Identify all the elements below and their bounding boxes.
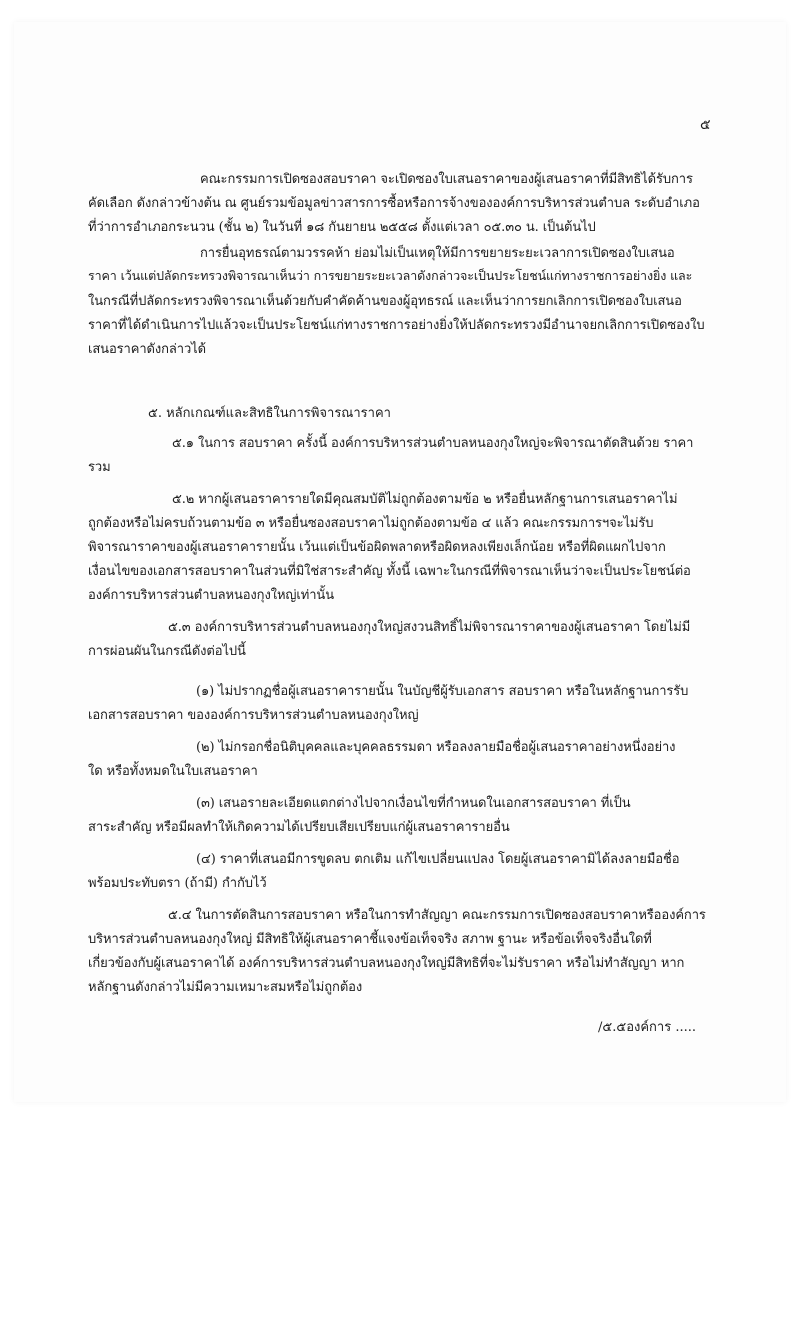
text-line: เอกสารสอบราคา ขององค์การบริหารส่วนตำบลหนองกุงใหญ่ xyxy=(88,708,419,723)
text-line: ราคา เว้นแต่ปลัดกระทรวงพิจารณาเห็นว่า การขยายระยะเวลาดังกล่าวจะเป็นประโยชน์แก่ทางราชการอย่างยิ่ง และ xyxy=(88,268,693,283)
text-line: ในกรณีที่ปลัดกระทรวงพิจารณาเห็นด้วยกับคำคัดค้านของผู้อุทธรณ์ และเห็นว่าการยกเลิกการเปิดซองใบเสนอ xyxy=(88,294,682,309)
text-line: ใด หรือทั้งหมดในใบเสนอราคา xyxy=(88,764,258,779)
text-line: ๕.๓ องค์การบริหารส่วนตำบลหนองกุงใหญ่สงวนสิทธิ์ไม่พิจารณาราคาของผู้เสนอราคา โดยไม่มี xyxy=(168,620,691,635)
text-line: ๕.๑ ในการ สอบราคา ครั้งนี้ องค์การบริหารส่วนตำบลหนองกุงใหญ่จะพิจารณาตัดสินด้วย ราคา xyxy=(172,436,694,451)
text-line: (๓) เสนอรายละเอียดแตกต่างไปจากเงื่อนไขที่กำหนดในเอกสารสอบราคา ที่เป็น xyxy=(196,796,631,811)
text-line: (๑) ไม่ปรากฏชื่อผู้เสนอราคารายนั้น ในบัญชีผู้รับเอกสาร สอบราคา หรือในหลักฐานการรับ xyxy=(196,684,689,699)
continuation-reference: /๕.๕องค์การ ..... xyxy=(598,1020,696,1035)
text-line: ๕.๔ ในการตัดสินการสอบราคา หรือในการทำสัญญา คณะกรรมการเปิดซองสอบราคาหรือองค์การ xyxy=(168,908,706,923)
text-line: เสนอราคาดังกล่าวได้ xyxy=(88,342,206,357)
text-line: ที่ว่าการอำเภอกระนวน (ชั้น ๒) ในวันที่ ๑๘ กันยายน ๒๕๕๘ ตั้งแต่เวลา ๐๕.๓๐ น. เป็นต้นไป xyxy=(88,220,596,235)
text-line: (๔) ราคาที่เสนอมีการขูดลบ ตกเติม แก้ไขเปลี่ยนแปลง โดยผู้เสนอราคามิได้ลงลายมือชื่อ xyxy=(196,852,680,867)
page-number: ๕ xyxy=(700,117,711,133)
text-line: (๒) ไม่กรอกชื่อนิติบุคคลและบุคคลธรรมดา หรือลงลายมือชื่อผู้เสนอราคาอย่างหนึ่งอย่าง xyxy=(196,740,676,755)
text-line: ถูกต้องหรือไม่ครบถ้วนตามข้อ ๓ หรือยื่นซองสอบราคาไม่ถูกต้องตามข้อ ๔ แล้ว คณะกรรมการฯจะไม่รับ xyxy=(88,516,654,531)
text-line: เงื่อนไขของเอกสารสอบราคาในส่วนที่มิใช่สาระสำคัญ ทั้งนี้ เฉพาะในกรณีที่พิจารณาเห็นว่าจะเป็นประโยชน์ต่อ xyxy=(88,564,691,579)
text-line: ๕.๒ หากผู้เสนอราคารายใดมีคุณสมบัติไม่ถูกต้องตามข้อ ๒ หรือยื่นหลักฐานการเสนอราคาไม่ xyxy=(172,492,678,507)
text-line: บริหารส่วนตำบลหนองกุงใหญ่ มีสิทธิให้ผู้เสนอราคาชี้แจงข้อเท็จจริง สภาพ ฐานะ หรือข้อเท็จจริงอื่นใดที่ xyxy=(88,932,652,947)
section-heading: ๕. หลักเกณฑ์และสิทธิในการพิจารณาราคา xyxy=(148,406,391,421)
text-line: คณะกรรมการเปิดซองสอบราคา จะเปิดซองใบเสนอราคาของผู้เสนอราคาที่มีสิทธิได้รับการ xyxy=(200,172,693,187)
text-line: ราคาที่ได้ดำเนินการไปแล้วจะเป็นประโยชน์แก่ทางราชการอย่างยิ่งให้ปลัดกระทรวงมีอำนาจยกเลิกการเปิดซองใบ xyxy=(88,318,705,333)
text-line: การยื่นอุทธรณ์ตามวรรคห้า ย่อมไม่เป็นเหตุให้มีการขยายระยะเวลาการเปิดซองใบเสนอ xyxy=(200,246,675,261)
text-line: คัดเลือก ดังกล่าวข้างต้น ณ ศูนย์รวมข้อมูลข่าวสารการซื้อหรือการจ้างขององค์การบริหารส่วนตำบล ระดับอำเภอ xyxy=(88,196,700,211)
text-line: รวม xyxy=(88,460,111,475)
text-line: องค์การบริหารส่วนตำบลหนองกุงใหญ่เท่านั้น xyxy=(88,588,334,603)
text-line: เกี่ยวข้องกับผู้เสนอราคาได้ องค์การบริหารส่วนตำบลหนองกุงใหญ่มีสิทธิที่จะไม่รับราคา หรือไม่ทำสัญญา หาก xyxy=(88,956,685,971)
text-line: พร้อมประทับตรา (ถ้ามี) กำกับไว้ xyxy=(88,876,267,891)
text-line: การผ่อนผันในกรณีดังต่อไปนี้ xyxy=(88,644,246,659)
text-line: หลักฐานดังกล่าวไม่มีความเหมาะสมหรือไม่ถูกต้อง xyxy=(88,980,363,995)
text-line: สาระสำคัญ หรือมีผลทำให้เกิดความได้เปรียบเสียเปรียบแก่ผู้เสนอราคารายอื่น xyxy=(88,820,510,835)
text-line: พิจารณาราคาของผู้เสนอราคารายนั้น เว้นแต่เป็นข้อผิดพลาดหรือผิดหลงเพียงเล็กน้อย หรือที่ผิดแผกไปจาก xyxy=(88,540,666,555)
